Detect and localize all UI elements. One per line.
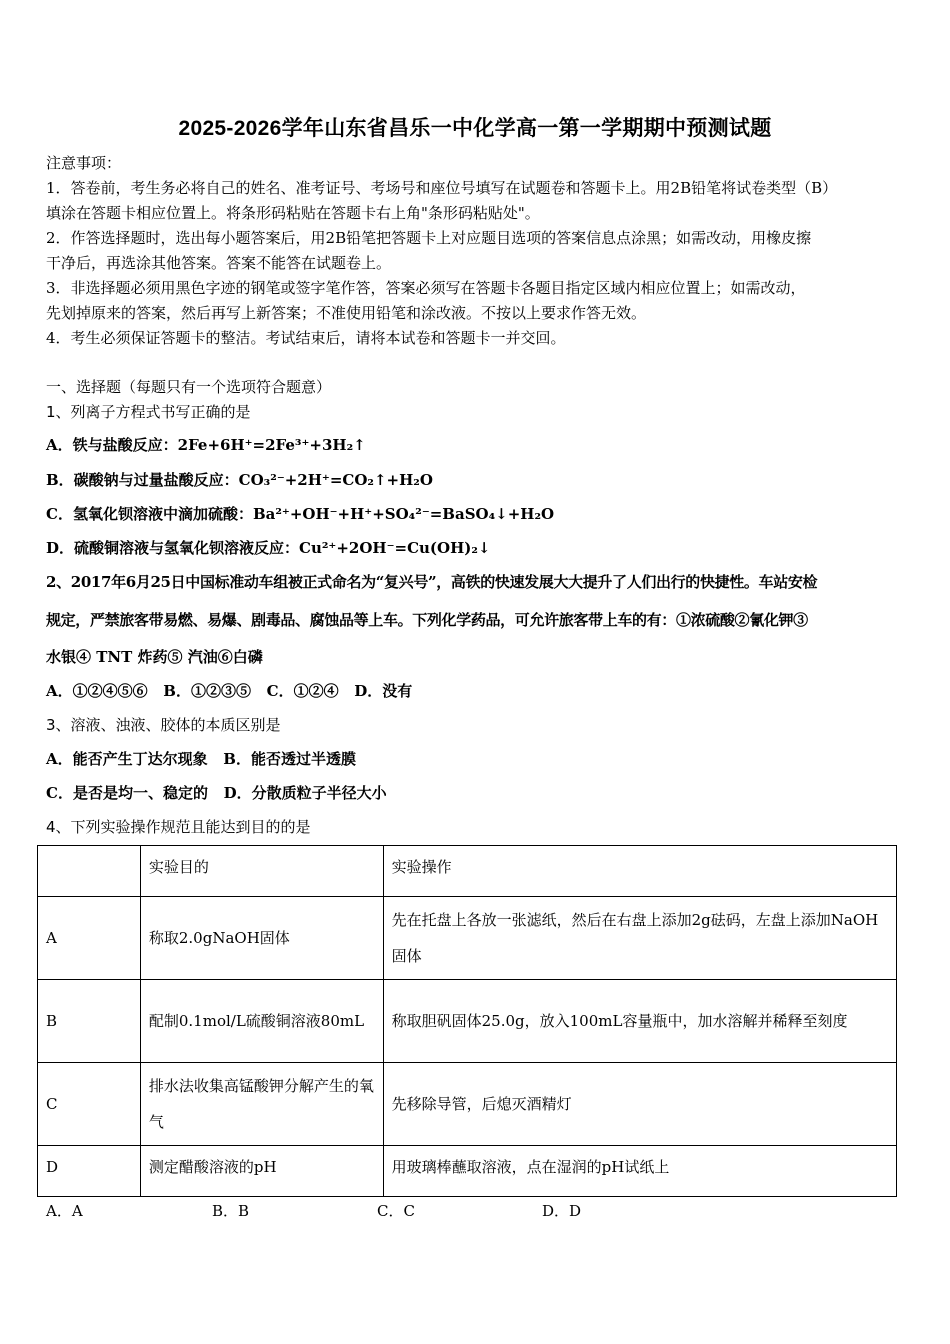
q3-options-cd: C．是否是均一、稳定的 D．分散质粒子半径大小 xyxy=(46,784,387,802)
q3-stem: 3、溶液、浊液、胶体的本质区别是 xyxy=(46,716,281,734)
row-operation: 先在托盘上各放一张滤纸，然后在右盘上添加2g砝码，左盘上添加NaOH固体 xyxy=(383,897,896,980)
header-cell: 实验目的 xyxy=(140,846,383,897)
q3-options-ab: A．能否产生丁达尔现象 B．能否透过半透膜 xyxy=(46,750,356,768)
table-row xyxy=(38,1063,897,1146)
q4-stem: 4、下列实验操作规范且能达到目的的是 xyxy=(46,818,311,836)
notice-line-7: 4．考生必须保证答题卡的整洁。考试结束后，请将本试卷和答题卡一并交回。 xyxy=(46,329,566,347)
experiment-table xyxy=(37,845,897,1197)
q2-stem-line-2: 规定，严禁旅客带易燃、易爆、剧毒品、腐蚀品等上车。下列化学药品，可允许旅客带上车的有：①浓硫酸②氰化钾③ xyxy=(46,611,808,629)
header-cell: 实验操作 xyxy=(383,846,896,897)
row-label: D xyxy=(38,1146,141,1197)
q4-answer-a: A．A xyxy=(46,1202,83,1220)
q2-stem-line-3: 水银④ TNT 炸药⑤ 汽油⑥白磷 xyxy=(46,648,263,666)
row-purpose: 测定醋酸溶液的pH xyxy=(140,1146,383,1197)
notice-heading: 注意事项： xyxy=(46,154,122,172)
notice-line-1: 1．答卷前，考生务必将自己的姓名、准考证号、考场号和座位号填写在试题卷和答题卡上。用2B铅笔将试卷类型（B） xyxy=(46,179,838,197)
notice-line-3: 2．作答选择题时，选出每小题答案后，用2B铅笔把答题卡上对应题目选项的答案信息点涂黑；如需改动，用橡皮擦 xyxy=(46,229,812,247)
q4-answer-d: D．D xyxy=(542,1202,582,1220)
row-operation: 称取胆矾固体25.0g，放入100mL容量瓶中，加水溶解并稀释至刻度 xyxy=(383,980,896,1063)
q2-stem-line-1: 2、2017年6月25日中国标准动车组被正式命名为“复兴号”，高铁的快速发展大大提升了人们出行的快捷性。车站安检 xyxy=(46,573,818,591)
q1-option-a: A．铁与盐酸反应：2Fe+6H⁺=2Fe³⁺+3H₂↑ xyxy=(46,436,366,454)
exam-title: 2025-2026学年山东省昌乐一中化学高一第一学期期中预测试题 xyxy=(178,117,772,140)
notice-line-2: 填涂在答题卡相应位置上。将条形码粘贴在答题卡右上角"条形码粘贴处"。 xyxy=(46,204,540,222)
table-row xyxy=(38,1146,897,1197)
row-purpose: 排水法收集高锰酸钾分解产生的氧气 xyxy=(140,1063,383,1146)
row-operation: 先移除导管，后熄灭酒精灯 xyxy=(383,1063,896,1146)
header-cell xyxy=(38,846,141,897)
row-label: C xyxy=(38,1063,141,1146)
notice-line-6: 先划掉原来的答案，然后再写上新答案；不准使用铅笔和涂改液。不按以上要求作答无效。 xyxy=(46,304,647,322)
table-row xyxy=(38,897,897,980)
q1-option-d: D．硫酸铜溶液与氢氧化钡溶液反应：Cu²⁺+2OH⁻=Cu(OH)₂↓ xyxy=(46,539,491,557)
q2-options: A．①②④⑤⑥ B．①②③⑤ C．①②④ D．没有 xyxy=(46,682,413,700)
row-purpose: 称取2.0gNaOH固体 xyxy=(140,897,383,980)
row-purpose: 配制0.1mol/L硫酸铜溶液80mL xyxy=(140,980,383,1063)
row-label: A xyxy=(38,897,141,980)
table-header-row xyxy=(38,846,897,897)
notice-line-4: 干净后，再选涂其他答案。答案不能答在试题卷上。 xyxy=(46,254,392,272)
notice-line-5: 3．非选择题必须用黑色字迹的钢笔或签字笔作答，答案必须写在答题卡各题目指定区域内相应位置上；如需改动， xyxy=(46,279,806,297)
q1-option-b: B．碳酸钠与过量盐酸反应：CO₃²⁻+2H⁺=CO₂↑+H₂O xyxy=(46,471,433,489)
q4-answer-b: B．B xyxy=(212,1202,250,1220)
row-operation: 用玻璃棒蘸取溶液，点在湿润的pH试纸上 xyxy=(383,1146,896,1197)
q4-answer-c: C．C xyxy=(377,1202,415,1220)
q1-stem: 1、列离子方程式书写正确的是 xyxy=(46,403,251,421)
section-heading: 一、选择题（每题只有一个选项符合题意） xyxy=(46,378,332,396)
q1-option-c: C．氢氧化钡溶液中滴加硫酸：Ba²⁺+OH⁻+H⁺+SO₄²⁻=BaSO₄↓+H₂O xyxy=(46,505,555,523)
table-row xyxy=(38,980,897,1063)
row-label: B xyxy=(38,980,141,1063)
